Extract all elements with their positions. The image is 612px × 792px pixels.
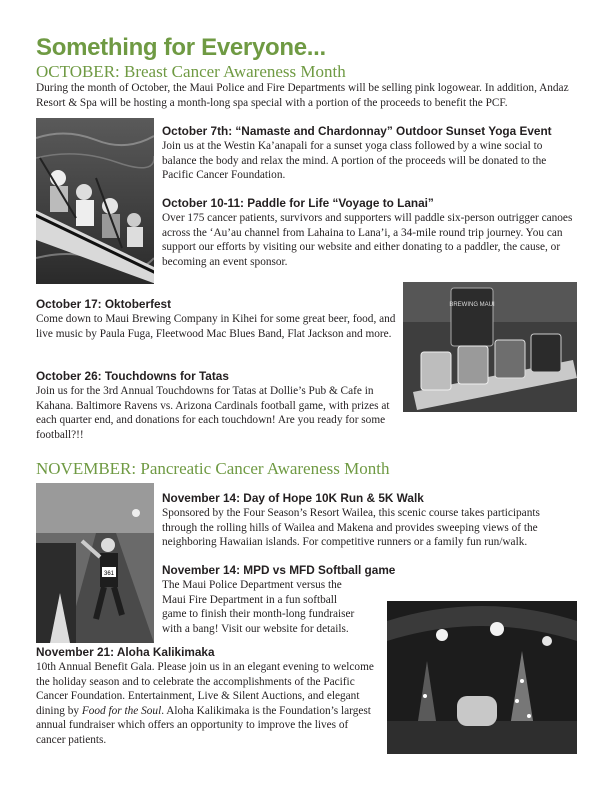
event-title-oct17: October 17: Oktoberfest: [36, 297, 172, 311]
event-text-nov21: [36, 660, 380, 748]
runners-photo: [36, 483, 154, 643]
gala-photo: [387, 601, 577, 754]
event-text-oct10: Over 175 cancer patients, survivors and supporters will paddle six-person outrigger canoes across the ‘Au’au channel from Lahaina to Lana’i, a 34-mile round trip journey. You can support our efforts by visiting our website and either donating to a paddler, the cause, or becoming an event sponsor.: [162, 212, 573, 268]
event-text-oct17: Come down to Maui Brewing Company in Kihei for some great beer, food, and live music by Paula Fuga, Fleetwood Mac Blues Band, Flat Jackson and more.: [36, 313, 396, 340]
october-heading: OCTOBER: Breast Cancer Awareness Month: [36, 62, 346, 81]
event-text-oct26: Join us for the 3rd Annual Touchdowns for Tatas at Dollie’s Pub & Cafe in Kahana. Baltimore Ravens vs. Arizona Cardinals football game, with prizes at each quarter end, and donations for each touchdown! Are you ready for some football?!!: [36, 385, 390, 441]
event-title-nov14-run: November 14: Day of Hope 10K Run & 5K Walk: [162, 491, 424, 505]
event-title-oct7: October 7th: “Namaste and Chardonnay” Outdoor Sunset Yoga Event: [162, 124, 552, 138]
glass-logo-text: BREWING MAUI: [449, 302, 495, 308]
event-title-nov21: November 21: Aloha Kalikimaka: [36, 645, 215, 659]
event-title-oct10: October 10-11: Paddle for Life “Voyage to Lanai”: [162, 196, 434, 210]
outrigger-canoe-photo: [36, 118, 154, 284]
event-text-nov14-run: Sponsored by the Four Season’s Resort Wailea, this scenic course takes participants through the rolling hills of Wailea and Makena and provides sweeping views of the neighboring Hawaiian islands. For competitive runners or a family fun run/walk.: [162, 507, 540, 549]
bib-number: 361: [103, 571, 115, 577]
october-intro: During the month of October, the Maui Police and Fire Departments will be selling pink logowear. In addition, Andaz Resort & Spa will be hosting a month-long spa special with a portion of the proceeds to benefit the PCF.: [36, 82, 569, 109]
beer-flight-photo: [403, 282, 577, 412]
event-title-oct26: October 26: Touchdowns for Tatas: [36, 369, 229, 383]
event-text-oct7: Join us at the Westin Ka’anapali for a sunset yoga class followed by a wine social to balance the body and relax the mind. A portion of the proceeds will be donated to the Pacific Cancer Foundation.: [162, 140, 547, 182]
november-heading: NOVEMBER: Pancreatic Cancer Awareness Month: [36, 459, 390, 478]
event-text-nov14-softball-content: The Maui Police Department versus the Maui Fire Department in a fun softball game to finish their month-long fundraiser with a bang! Visit our website for details.: [162, 579, 355, 635]
nov21-text-after: . Aloha Kalikimaka is the Foundation’s largest annual fundraiser which offers an opportunity to improve the lives of cancer patients.: [36, 704, 371, 746]
nov21-text-italic: Food for the Soul: [81, 704, 162, 717]
event-title-nov14-softball: November 14: MPD vs MFD Softball game: [162, 563, 396, 577]
nov21-text-before: 10th Annual Benefit Gala. Please join us in an elegant evening to welcome the holiday season and to celebrate the accomplishments of the Pacific Cancer Foundation. Entertainment, Live & Silent Auctions, and elegant dining by: [36, 661, 374, 717]
page-title: Something for Everyone...: [36, 34, 326, 61]
